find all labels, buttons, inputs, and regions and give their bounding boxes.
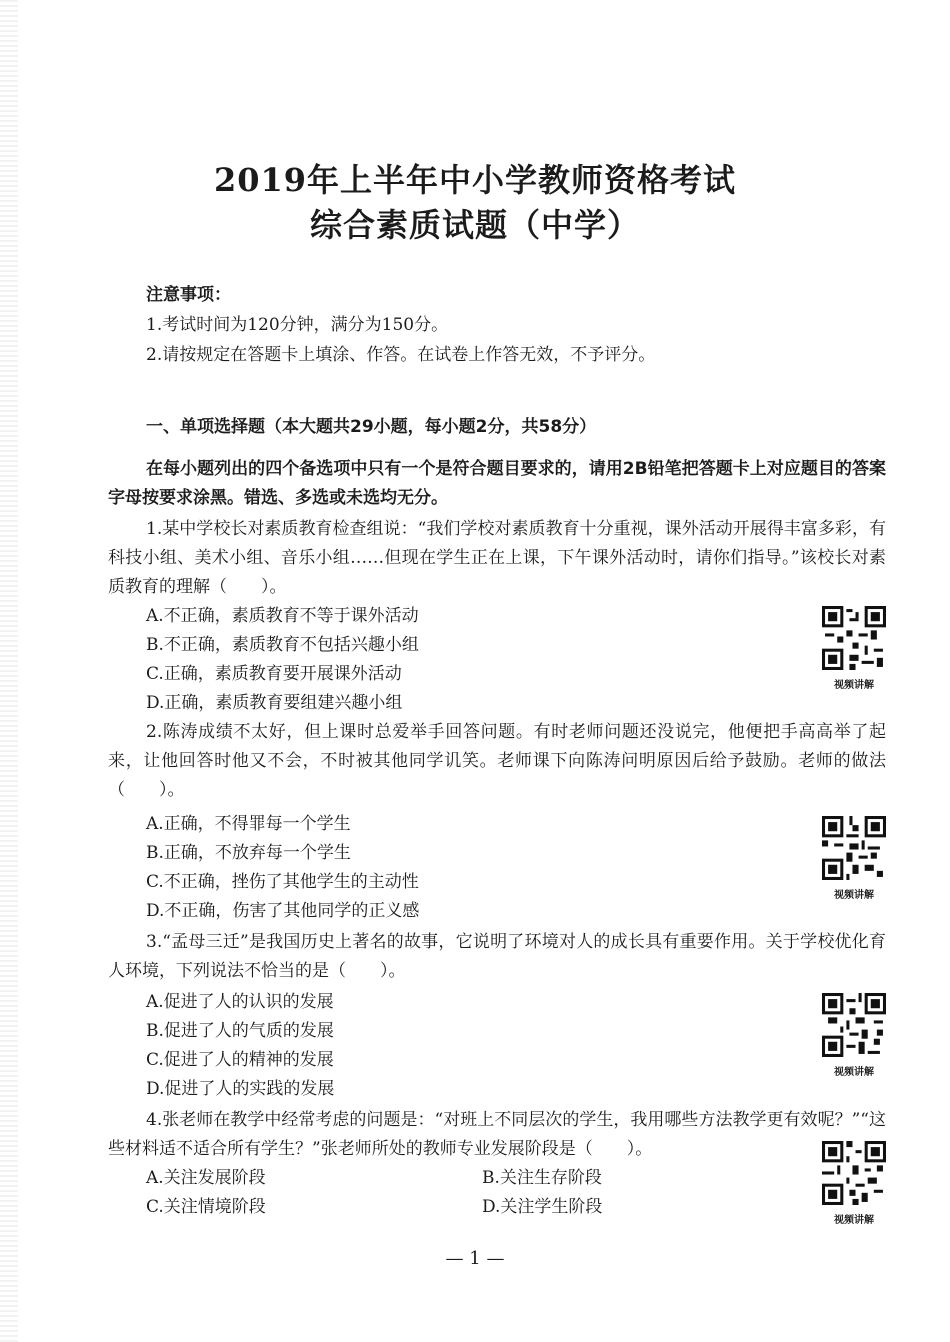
question-option: D.促进了人的实践的发展 xyxy=(146,1079,335,1099)
question-option: D.正确，素质教育要组建兴趣小组 xyxy=(146,693,403,713)
notes-heading: 注意事项： xyxy=(146,285,231,305)
note-item: 2.请按规定在答题卡上填涂、作答。在试卷上作答无效，不予评分。 xyxy=(146,345,656,365)
question-stem: 2.陈涛成绩不太好，但上课时总爱举手回答问题。有时老师问题还没说完，他便把手高高举了起来，让他回答时他又不会，不时被其他同学讥笑。老师课下向陈涛问明原因后给予鼓励。老师的做法（ ）。 xyxy=(108,722,886,800)
qr-code-icon[interactable] xyxy=(822,816,886,880)
question-stem: 1.某中学校长对素质教育检查组说：“我们学校对素质教育十分重视，课外活动开展得丰富多彩，有科技小组、美术小组、音乐小组……但现在学生正在上课，下午课外活动时，请你们指导。”该校长对素质教育的理解（ ）。 xyxy=(108,519,886,597)
exam-title: 2019年上半年中小学教师资格考试 xyxy=(213,161,737,199)
question-option: A.正确，不得罪每一个学生 xyxy=(146,814,351,834)
page-number: — 1 — xyxy=(445,1248,505,1269)
qr-caption: 视频讲解 xyxy=(834,680,874,691)
question-option: C.不正确，挫伤了其他学生的主动性 xyxy=(146,872,419,892)
question-option: B.关注生存阶段 xyxy=(482,1168,602,1188)
note-item: 1.考试时间为120分钟，满分为150分。 xyxy=(146,315,449,335)
question-option: C.促进了人的精神的发展 xyxy=(146,1050,334,1070)
question-option: C.关注情境阶段 xyxy=(146,1197,266,1217)
question-stem: 3.“孟母三迁”是我国历史上著名的故事，它说明了环境对人的成长具有重要作用。关于学校优化育人环境，下列说法不恰当的是（ ）。 xyxy=(108,932,886,981)
qr-caption: 视频讲解 xyxy=(834,1215,874,1226)
question-option: D.关注学生阶段 xyxy=(482,1197,603,1217)
question-stem: 4.张老师在教学中经常考虑的问题是：“对班上不同层次的学生，我用哪些方法教学更有效呢？”“这些材料适不适合所有学生？”张老师所处的教师专业发展阶段是（ ）。 xyxy=(108,1110,886,1159)
exam-subtitle: 综合素质试题（中学） xyxy=(309,206,640,244)
question-option: A.不正确，素质教育不等于课外活动 xyxy=(146,606,419,626)
question-option: B.正确，不放弃每一个学生 xyxy=(146,843,351,863)
qr-code-icon[interactable] xyxy=(822,606,886,670)
qr-code-icon[interactable] xyxy=(822,993,886,1057)
section-instruction: 在每小题列出的四个备选项中只有一个是符合题目要求的，请用2B铅笔把答题卡上对应题目的答案字母按要求涂黑。错选、多选或未选均无分。 xyxy=(108,459,886,508)
question-option: B.不正确，素质教育不包括兴趣小组 xyxy=(146,635,419,655)
qr-caption: 视频讲解 xyxy=(834,890,874,901)
question-option: B.促进了人的气质的发展 xyxy=(146,1021,334,1041)
section-heading: 一、单项选择题（本大题共29小题，每小题2分，共58分） xyxy=(146,417,597,437)
question-option: A.关注发展阶段 xyxy=(146,1168,266,1188)
question-option: D.不正确，伤害了其他同学的正义感 xyxy=(146,901,420,921)
qr-caption: 视频讲解 xyxy=(834,1067,874,1078)
question-option: A.促进了人的认识的发展 xyxy=(146,992,334,1012)
qr-code-icon[interactable] xyxy=(822,1141,886,1205)
question-option: C.正确，素质教育要开展课外活动 xyxy=(146,664,402,684)
